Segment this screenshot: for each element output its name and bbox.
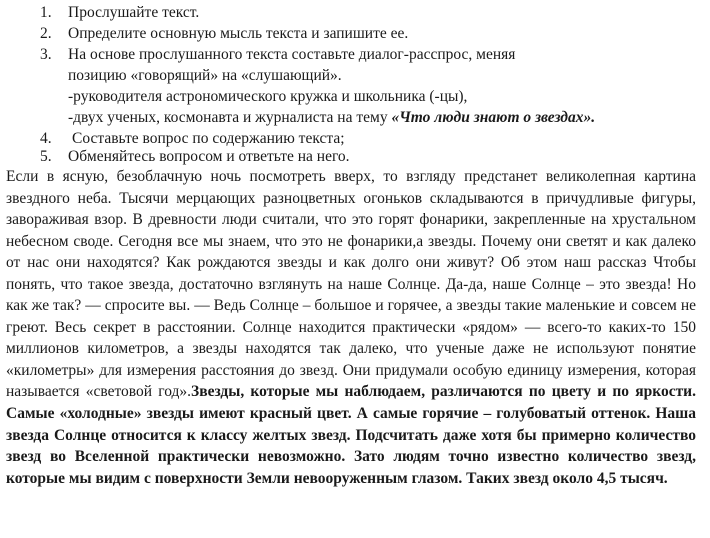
task-number: 3. [40,46,52,63]
task-number: 4. [40,130,52,147]
task-text: Прослушайте текст. [68,4,200,21]
task-continuation-line: -руководителя астрономического кружка и школьника (-цы), [68,88,468,105]
text-part-regular: Если в ясную, безоблачную ночь посмотреть вверх, то взгляду предстанет великолепная картина звездного неба. Тысячи мерцающих разноцветных огоньков складываются в причудливые фигуры, завораживая взор. В древности люди считали, что это горят фонарики, закрепленные на хрустальном небесном своде. Сегодня все мы знаем, что это не фонарики,а звезды. Почему они светят и как далеко от нас они находятся? Как рождаются звезды и как долго они живут? Об этом наш рассказ Чтобы понять, что такое звезда, достаточно взглянуть на наше Солнце. Да-да, наше Солнце – это звезда! Но как же так? — спросите вы. — Ведь Солнце – большое и горячее, а звезды такие маленькие и совсем не греют. Весь секрет в расстоянии. Солнце находится практически «рядом» — всего-то каких-то 150 миллионов километров, а звезды находятся так далеко, что ученые даже не используют понятие «километры» для измерения расстояния до звезд. Они придумали особую единицу измерения, которая называется «световой год». [6,168,696,401]
task-text: Составьте вопрос по содержанию текста; [72,130,345,147]
task-continuation-line: позицию «говорящий» на «слушающий». [68,67,342,84]
task-number: 5. [40,148,52,165]
task-number: 2. [40,25,52,42]
task-text: Определите основную мысль текста и запишите ее. [68,25,409,42]
task-line-text: -двух ученых, космонавта и журналиста на тему [68,109,392,126]
reading-text [6,166,696,489]
dialog-topic: «Что люди знают о звездах». [391,109,596,126]
task-text: Обменяйтесь вопросом и ответьте на него. [68,148,350,165]
task-number: 1. [40,4,52,21]
task-continuation-line [68,107,595,129]
task-text: На основе прослушанного текста составьте диалог-расспрос, меняя [68,46,516,63]
text-part-bold: Звезды, которые мы наблюдаем, различаются по цвету и по яркости. Самые «холодные» звезды имеют красный цвет. А самые горячие – голубоватый оттенок. Наша звезда Солнце относится к классу желтых звезд. Подсчитать даже хотя бы примерно количество звезд во Вселенной практически невозможно. Зато людям точно известно количество звезд, которые мы видим с поверхности Земли невооруженным глазом. Таких звезд около 4,5 тысяч. [6,383,696,487]
